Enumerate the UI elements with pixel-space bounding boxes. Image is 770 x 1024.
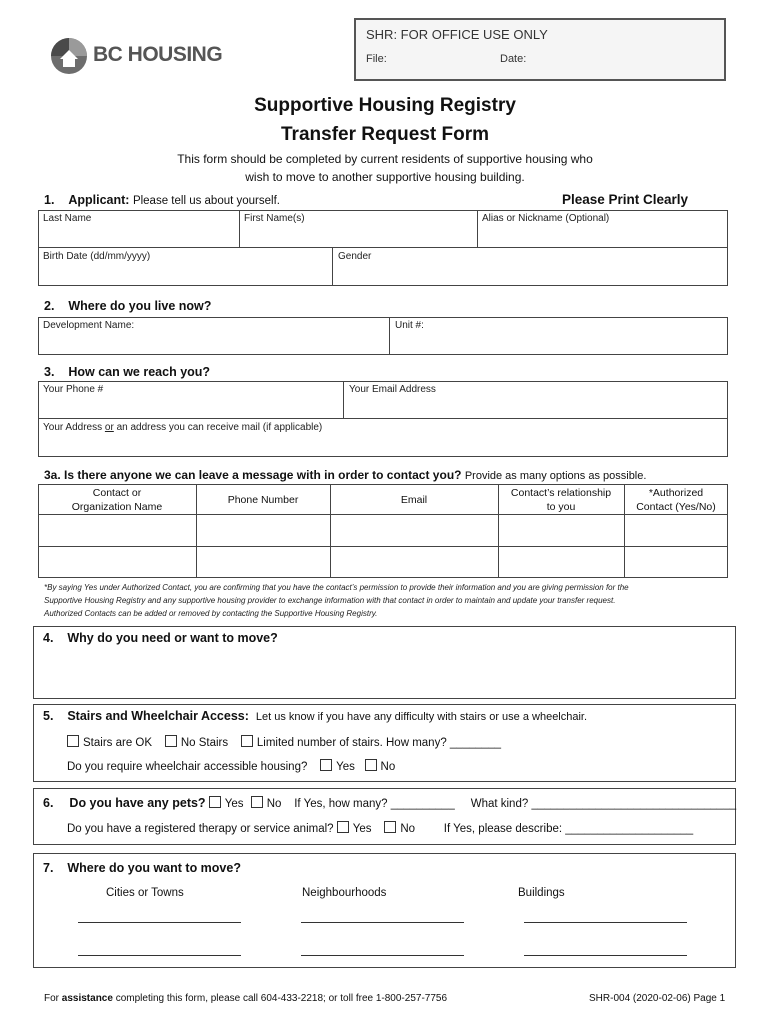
col-phone: Phone Number <box>227 494 299 506</box>
section-5-heading: 5. Stairs and Wheelchair Access: Let us know if you have any difficulty with stairs or use a wheelchair. <box>43 709 588 723</box>
office-use-title: SHR: FOR OFFICE USE ONLY <box>366 27 548 42</box>
city-input-1[interactable] <box>78 922 241 923</box>
print-clearly-note: Please Print Clearly <box>562 192 689 207</box>
authorized-footnote: *By saying Yes under Authorized Contact, you are confirming that you have the contact’s permission to provide their information and you are giving permission for the Supportive Housing Registry and any supportive housing provider to exchange information with that contact in order to maintain and update your transfer request. Authorized Contacts can be added or removed by contacting the Supportive Housing Registry. <box>44 583 629 618</box>
intro-line1: This form should be completed by current residents of supportive housing who <box>177 152 593 166</box>
service-animal-question: Do you have a registered therapy or service animal? Yes No If Yes, please describe: ____________________ <box>67 823 694 835</box>
birth-date-field[interactable]: Birth Date (dd/mm/yyyy) <box>43 251 151 262</box>
building-input-2[interactable] <box>524 955 687 956</box>
col-email: Email <box>400 494 428 506</box>
stairs-options: Stairs are OK No Stairs Limited number of stairs. How many? ________ <box>67 735 501 749</box>
section-1-heading: 1. Applicant: Please tell us about yourself. <box>44 193 280 207</box>
gender-field[interactable]: Gender <box>338 251 372 262</box>
col-relationship: Contact’s relationship to you <box>510 487 612 513</box>
address-field[interactable]: Your Address or an address you can receive mail (if applicable) <box>43 422 323 433</box>
buildings-column-label: Buildings <box>518 887 565 899</box>
wheelchair-question: Do you require wheelchair accessible housing? Yes No <box>67 761 396 773</box>
no-stairs-checkbox[interactable] <box>165 735 177 747</box>
section-4-heading: 4. Why do you need or want to move? <box>43 631 278 645</box>
service-yes-checkbox[interactable] <box>337 821 349 833</box>
bc-housing-logo-icon <box>50 37 88 75</box>
pets-question: 6. Do you have any pets? Yes No If Yes, how many? __________ What kind? ________________________________ <box>43 796 737 810</box>
residence-row <box>38 317 728 355</box>
development-name-field[interactable]: Development Name: <box>43 320 135 331</box>
limited-stairs-checkbox[interactable] <box>241 735 253 747</box>
section-7-heading: 7. Where do you want to move? <box>43 861 241 875</box>
form-title-line2: Transfer Request Form <box>281 124 489 145</box>
cities-column-label: Cities or Towns <box>106 887 184 899</box>
footer-form-id: SHR-004 (2020-02-06) Page 1 <box>589 993 726 1004</box>
pets-yes-checkbox[interactable] <box>209 796 221 808</box>
intro-line2: wish to move to another supportive housing building. <box>245 170 525 184</box>
last-name-field[interactable]: Last Name <box>43 213 92 224</box>
neighbourhood-input-2[interactable] <box>301 955 464 956</box>
pets-no-checkbox[interactable] <box>251 796 263 808</box>
service-no-checkbox[interactable] <box>384 821 396 833</box>
stairs-ok-checkbox[interactable] <box>67 735 79 747</box>
alias-field[interactable]: Alias or Nickname (Optional) <box>482 213 610 224</box>
col-authorized: *Authorized Contact (Yes/No) <box>636 487 716 513</box>
col-contact-name: Contact or Organization Name <box>71 487 163 513</box>
wheelchair-no-checkbox[interactable] <box>365 759 377 771</box>
neighbourhood-input-1[interactable] <box>301 922 464 923</box>
office-date-label: Date: <box>500 53 527 65</box>
office-file-label: File: <box>366 53 387 65</box>
city-input-2[interactable] <box>78 955 241 956</box>
first-name-field[interactable]: First Name(s) <box>244 213 305 224</box>
phone-field[interactable]: Your Phone # <box>43 384 104 395</box>
neighbourhoods-column-label: Neighbourhoods <box>302 887 387 899</box>
email-field[interactable]: Your Email Address <box>349 384 436 395</box>
unit-number-field[interactable]: Unit #: <box>395 320 424 331</box>
section-3a-heading: 3a. Is there anyone we can leave a message with in order to contact you? Provide as many options as possible. <box>44 468 647 482</box>
section-2-heading: 2. Where do you live now? <box>44 299 212 313</box>
building-input-1[interactable] <box>524 922 687 923</box>
section-3-heading: 3. How can we reach you? <box>44 365 211 379</box>
applicant-row1 <box>38 210 728 248</box>
footer-assistance: For assistance completing this form, please call 604-433-2218; or toll free 1-800-257-7756 <box>44 993 448 1004</box>
form-title-line1: Supportive Housing Registry <box>254 95 516 116</box>
wheelchair-yes-checkbox[interactable] <box>320 759 332 771</box>
logo-text: BC HOUSING <box>93 43 223 66</box>
